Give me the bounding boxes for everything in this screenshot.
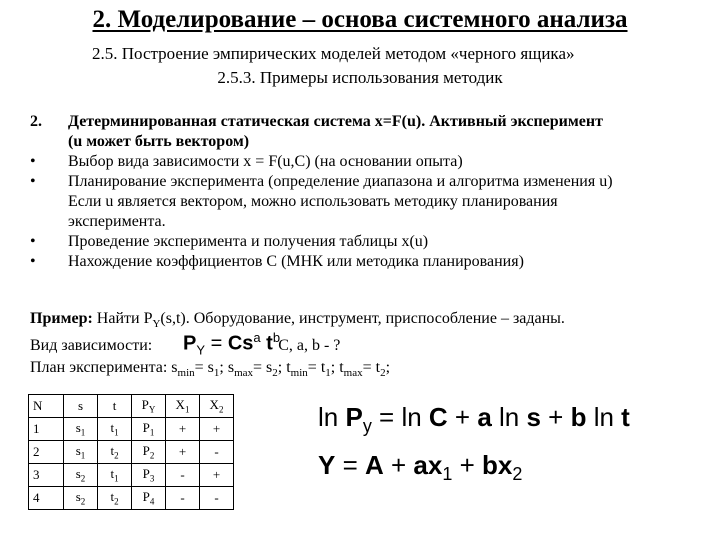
subsection-subtitle: 2.5.3. Примеры использования методик [217,68,503,87]
cell-text: 1 [33,421,40,436]
list-head-text: Детерминированная статическая система x=F(u). Активный эксперимент [68,113,603,130]
smin-value: = s [194,359,214,377]
table-cell [166,441,200,464]
smin-sub: min [177,367,195,380]
cell-subscript: 1 [114,473,119,484]
table-cell [64,464,98,487]
example-task-text-end: (s,t). Оборудование, инструмент, приспособление – заданы. [160,310,565,327]
table-cell [29,487,64,510]
cell-text: - [180,490,185,505]
dependency-line [30,332,565,357]
slide-title: 2. Моделирование – основа системного анализа [92,6,628,33]
t2-sub: 2 [380,367,386,380]
table-cell [132,441,166,464]
cell-text: 2 [33,444,40,459]
cell-text: - [214,444,219,459]
cell-text: P [141,397,149,413]
table-cell [64,441,98,464]
cell-text: + [178,444,187,459]
linear-part: = [335,450,365,480]
table-cell [64,487,98,510]
cell-subscript: Y [148,404,156,415]
list-item [30,172,700,192]
table-cell [64,418,98,441]
formula-cs: Cs [227,332,254,355]
cell-text: + [212,421,221,436]
list-item-text: Выбор вида зависимости x = F(u,C) (на основании опыта) [68,153,463,170]
list-item [30,152,700,172]
cell-text: t [110,466,115,482]
log-part: + [540,402,571,432]
table-cell [29,418,64,441]
table-cell [166,464,200,487]
table-cell [29,441,64,464]
table-row [29,441,234,464]
list-item-text: Проведение эксперимента и получения таблицы x(u) [68,233,429,250]
list-head-row [30,112,700,132]
example-task-text: Найти P [92,310,153,327]
cell-text: s [77,398,84,413]
tmin-sub: min [290,367,308,380]
cell-subscript: 1 [80,450,86,461]
table-cell [64,395,98,418]
cell-text: 3 [33,467,40,482]
list-number-marker: 2. [30,113,42,130]
list-item-note: эксперимента. [68,213,166,230]
cell-subscript: 4 [149,496,155,507]
cell-text: P [142,466,150,482]
table-cell [200,487,234,510]
cell-subscript: 2 [80,496,86,507]
list-head-text-continued: (u может быть вектором) [68,133,250,150]
cell-text: P [142,489,150,505]
dependency-formula [183,330,280,358]
log-formula [318,402,630,437]
log-part: t [621,402,630,432]
cell-text: t [110,443,115,459]
smax-value: = s [253,359,273,377]
linear-part: + [383,450,414,480]
log-part: ln [318,402,346,432]
bullet-icon: • [30,233,36,250]
log-part: ln [586,402,622,432]
linear-part: 1 [442,464,453,485]
table-row [29,487,234,510]
linear-part: bx [481,450,513,480]
table-row [29,418,234,441]
cell-text: - [214,490,219,505]
table-cell [166,395,200,418]
example-block [30,308,565,384]
table-cell [200,395,234,418]
formula-p-sub: Y [196,342,206,358]
table-cell [98,418,132,441]
table-cell [132,418,166,441]
method-steps-list [30,112,700,272]
section-subtitle: 2.5. Построение эмпирических моделей методом «черного ящика» [92,44,575,63]
list-item [30,232,700,252]
log-part: = ln [371,402,429,432]
log-part: P [345,402,363,432]
cell-text: s [75,489,81,505]
cell-subscript: 2 [80,473,86,484]
list-item [30,252,700,272]
table-cell [166,418,200,441]
log-part: C [428,402,448,432]
table-row [29,464,234,487]
plan-label: План эксперимента: s [30,359,178,377]
cell-text: t [112,398,117,413]
log-part: a [477,402,492,432]
dependency-unknowns: C, a, b - ? [278,337,341,355]
table-cell [98,487,132,510]
formula-eq: = [205,332,228,355]
table-cell [98,464,132,487]
cell-text: N [33,398,43,413]
cell-subscript: 1 [114,427,119,438]
table-cell [200,418,234,441]
example-task-line [30,308,565,335]
bullet-icon: • [30,173,36,190]
example-label: Пример: [30,310,93,327]
dependency-label: Вид зависимости: [30,337,153,355]
cell-subscript: 1 [80,427,86,438]
formula-exp-a: a [253,330,261,345]
table-header-row [29,395,234,418]
cell-subscript: 2 [218,404,224,415]
cell-text: s [75,420,81,436]
formula-exp-b: b [272,330,281,345]
linear-part: ax [413,450,443,480]
cell-text: P [142,420,150,436]
cell-subscript: 3 [149,473,155,484]
tmin-text: ; t [277,359,291,377]
cell-text: t [110,420,115,436]
log-part: + [447,402,478,432]
linear-formula [318,450,522,485]
s2-sub: 2 [272,367,278,380]
cell-text: - [180,467,185,482]
table-cell [98,395,132,418]
table-cell [29,395,64,418]
tmax-sub: max [343,367,363,380]
t1-sub: 1 [325,367,331,380]
bullet-icon: • [30,153,36,170]
log-part: s [526,402,541,432]
formula-p: P [183,332,197,355]
table-cell [200,464,234,487]
cell-text: t [110,489,115,505]
linear-part: + [452,450,482,480]
table-cell [132,487,166,510]
log-part: ln [491,402,527,432]
tmax-value: = t [362,359,381,377]
cell-text: X [175,397,185,413]
linear-part: Y [318,450,336,480]
bullet-icon: • [30,253,36,270]
table-cell [98,441,132,464]
table-cell [166,487,200,510]
plan-line [30,357,565,384]
example-task-sub: Y [152,318,161,331]
cell-text: s [75,466,81,482]
list-item-note: Если u является вектором, можно использовать методику планирования [68,193,558,210]
cell-subscript: 1 [149,427,155,438]
table-cell [132,464,166,487]
smax-text: ; s [219,359,235,377]
cell-subscript: 1 [184,404,190,415]
cell-text: s [75,443,81,459]
table-cell [200,441,234,464]
cell-text: X [209,397,219,413]
plan-end: ; [385,359,391,377]
linear-part: 2 [512,464,523,485]
cell-text: 4 [33,490,40,505]
cell-text: + [212,467,221,482]
list-item-text: Нахождение коэффициентов С (МНК или методика планирования) [68,253,524,270]
s1-sub: 1 [213,367,220,380]
tmax-text: ; t [330,359,344,377]
linear-part: A [364,450,384,480]
log-part: b [570,402,587,432]
cell-subscript: 2 [149,450,155,461]
tmin-value: = t [307,359,326,377]
smax-sub: max [234,367,254,380]
list-item-text: Планирование эксперимента (определение диапазона и алгоритма изменения u) [68,173,613,190]
table-cell [29,464,64,487]
cell-subscript: 2 [114,450,119,461]
formula-t: t [260,332,273,355]
cell-subscript: 2 [114,496,119,507]
cell-text: P [142,443,150,459]
log-part: y [362,416,372,437]
cell-text: + [178,421,187,436]
experiment-plan-table [28,394,234,510]
table-cell [132,395,166,418]
